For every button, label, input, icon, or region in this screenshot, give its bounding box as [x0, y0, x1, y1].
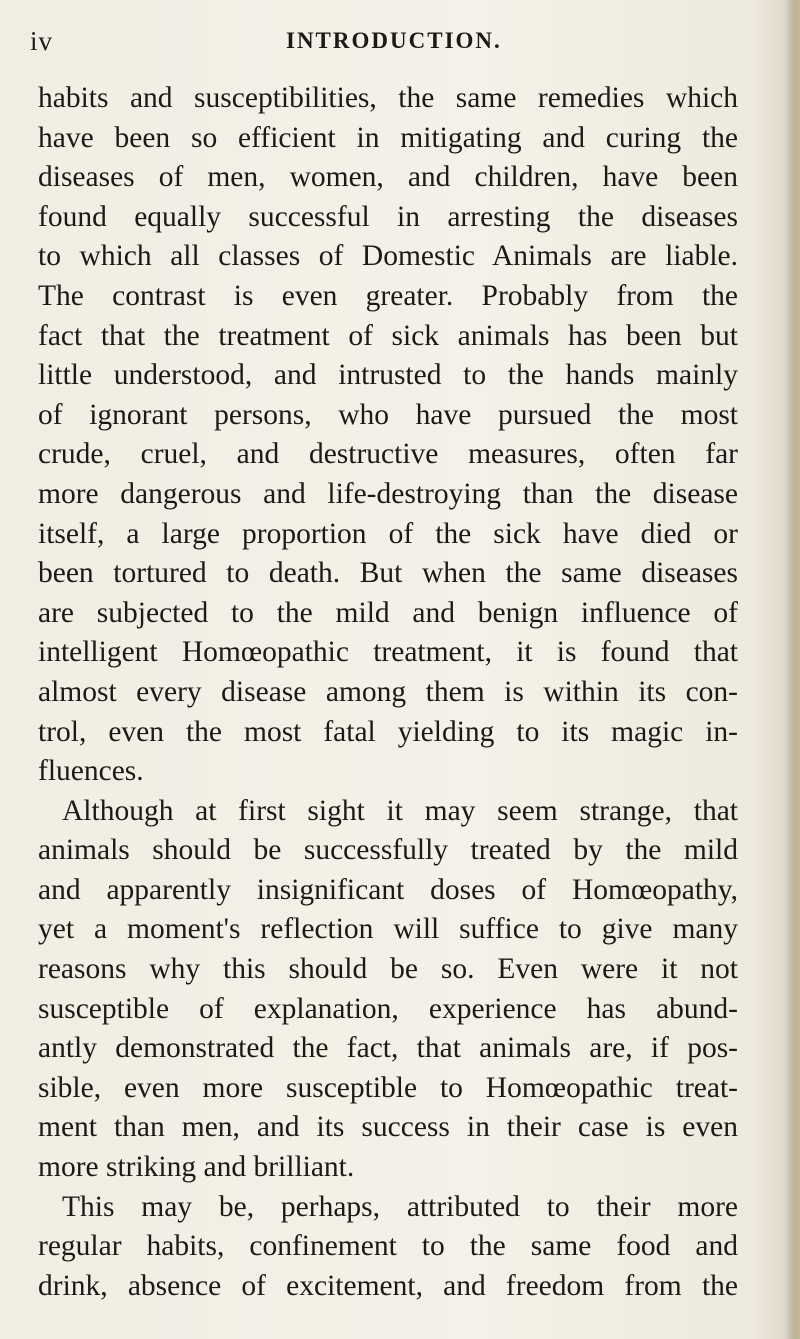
text-line: regular habits, confinement to the same food and: [38, 1230, 738, 1263]
text-line: and apparently insignificant doses of Homœopathy,: [38, 873, 738, 906]
text-line: intelligent Homœopathic treatment, it is found that: [38, 636, 738, 669]
text-line: more striking and brilliant.: [38, 1151, 355, 1184]
page-edge: [784, 0, 800, 1339]
text-line: yet a moment's reflection will suffice to give many: [38, 913, 738, 946]
text-line: have been so efficient in mitigating and curing the: [38, 121, 738, 154]
text-line: antly demonstrated the fact, that animals are, if pos-: [38, 1032, 738, 1065]
text-line: little understood, and intrusted to the hands mainly: [38, 359, 738, 392]
text-line: more dangerous and life-destroying than the disease: [38, 477, 738, 510]
text-line: Although at first sight it may seem strange, that: [62, 794, 738, 827]
page-number: iv: [30, 26, 54, 56]
text-line: found equally successful in arresting the diseases: [38, 200, 738, 233]
text-line: diseases of men, women, and children, have been: [38, 161, 738, 194]
text-line: to which all classes of Domestic Animals are liable.: [38, 240, 738, 273]
text-line: trol, even the most fatal yielding to its magic in-: [38, 715, 738, 748]
text-line: ment than men, and its success in their case is even: [38, 1111, 738, 1144]
text-line: The contrast is even greater. Probably from the: [38, 279, 738, 312]
body-text: [38, 79, 738, 1306]
text-line: This may be, perhaps, attributed to their more: [62, 1190, 738, 1223]
text-line: sible, even more susceptible to Homœopathic treat-: [38, 1071, 738, 1104]
text-line: fact that the treatment of sick animals has been but: [38, 319, 738, 352]
running-title: INTRODUCTION.: [286, 28, 502, 53]
page-header: [30, 26, 740, 66]
text-line: itself, a large proportion of the sick have died or: [38, 517, 738, 550]
text-line: fluences.: [38, 755, 144, 788]
text-line: susceptible of explanation, experience has abund-: [38, 992, 738, 1025]
text-line: of ignorant persons, who have pursued the most: [38, 398, 738, 431]
text-line: drink, absence of excitement, and freedom from the: [38, 1269, 738, 1302]
text-line: animals should be successfully treated by the mild: [38, 834, 738, 867]
text-line: almost every disease among them is within its con-: [38, 675, 738, 708]
text-line: reasons why this should be so. Even were it not: [38, 953, 738, 986]
text-line: habits and susceptibilities, the same remedies which: [38, 82, 738, 114]
text-line: crude, cruel, and destructive measures, often far: [38, 438, 738, 471]
text-line: are subjected to the mild and benign influence of: [38, 596, 738, 629]
text-line: been tortured to death. But when the same diseases: [38, 557, 738, 590]
